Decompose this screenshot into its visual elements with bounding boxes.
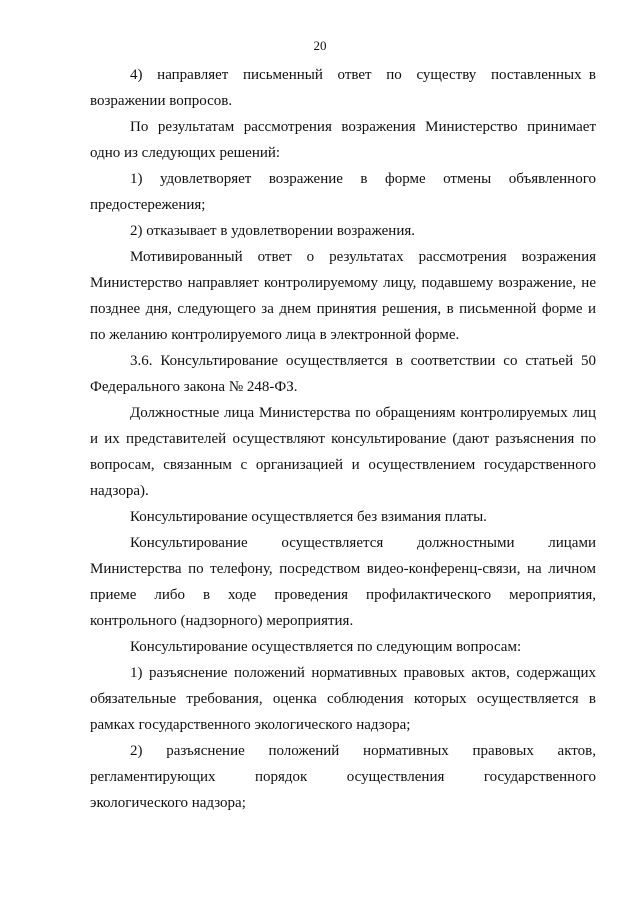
paragraph-consult-topics-intro: Консультирование осуществляется по следующим вопросам: <box>130 639 522 655</box>
paragraph-section-3-6: 3.6. Консультирование осуществляется в соответствии со статьей 50 Федерального закона № 248-ФЗ. <box>90 353 596 395</box>
page-number: 20 <box>313 38 327 53</box>
paragraph-consult-channels: Консультирование осуществляется должностными лицами Министерства по телефону, посредством видео-конференц-связи, на личном приеме либо в ходе проведения профилактического мероприятия, контрольного (надзорного) мероприятия. <box>90 535 596 629</box>
paragraph-motivated-response: Мотивированный ответ о результатах рассмотрения возражения Министерство направляет контролируемому лицу, подавшему возражение, не позднее дня, следующего за днем принятия решения, в письменной форме и по желанию контролируемого лица в электронной форме. <box>90 249 596 343</box>
paragraph-decision-refuse: 2) отказывает в удовлетворении возражения. <box>130 223 415 239</box>
paragraph-topic-2: 2) разъяснение положений нормативных правовых актов, регламентирующих порядок осуществления государственного экологического надзора; <box>90 743 596 811</box>
document-body <box>90 62 596 816</box>
paragraph-topic-1: 1) разъяснение положений нормативных правовых актов, содержащих обязательные требования, оценка соблюдения которых осуществляется в рамках государственного экологического надзора; <box>90 665 596 733</box>
paragraph-decision-satisfy: 1) удовлетворяет возражение в форме отмены объявленного предостережения; <box>90 171 596 213</box>
paragraph-decision-intro: По результатам рассмотрения возражения Министерство принимает одно из следующих решений: <box>90 119 596 161</box>
paragraph-free-of-charge: Консультирование осуществляется без взимания платы. <box>130 509 487 525</box>
paragraph-written-response: 4) направляет письменный ответ по существу поставленных в возражении вопросов. <box>90 67 596 109</box>
paragraph-officials-consult: Должностные лица Министерства по обращениям контролируемых лиц и их представителей осуществляют консультирование (дают разъяснения по вопросам, связанным с организацией и осуществлением государственного надзора). <box>90 405 596 499</box>
